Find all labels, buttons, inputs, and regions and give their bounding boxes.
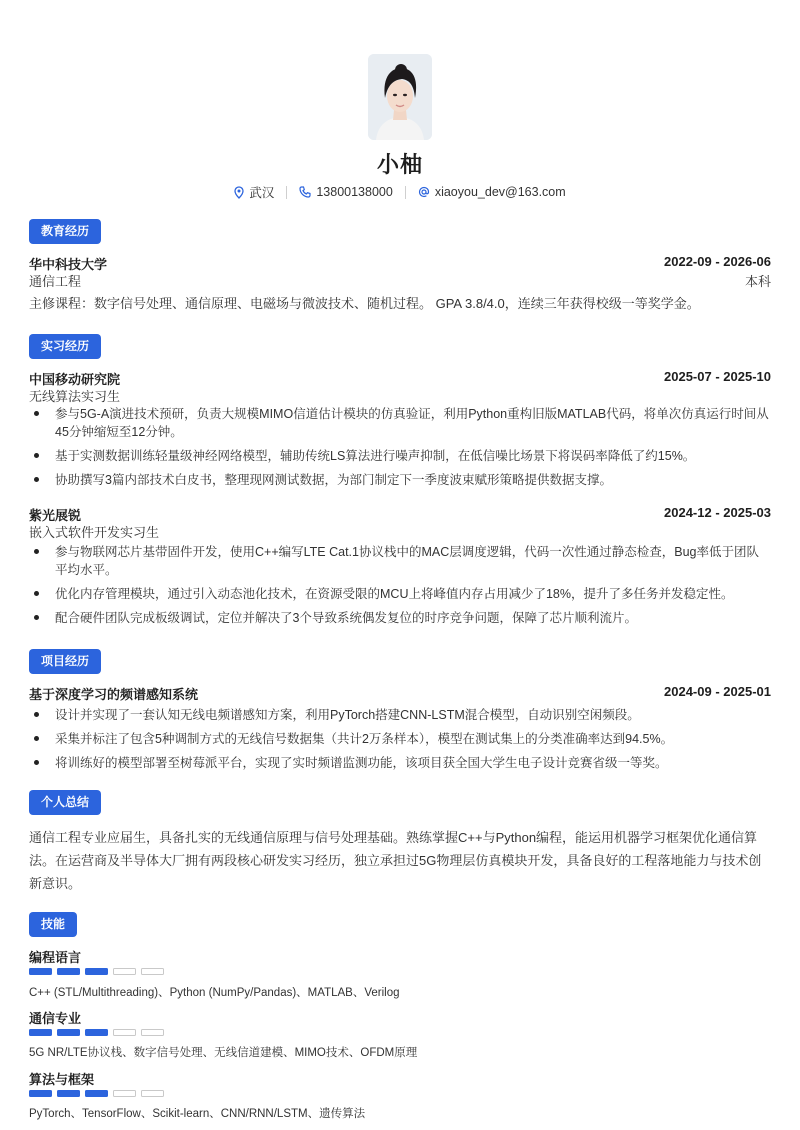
internship-role bbox=[29, 522, 771, 541]
project-header bbox=[29, 684, 771, 703]
profile-photo bbox=[368, 54, 432, 140]
section-internship-title: 实习经历 bbox=[29, 334, 101, 359]
candidate-name: 小柚 bbox=[376, 152, 423, 177]
degree-text: 本科 bbox=[744, 274, 771, 289]
company-name: 中国移动研究院 bbox=[29, 372, 121, 387]
phone-text: 13800138000 bbox=[316, 185, 393, 199]
skill-name: 算法与框架 bbox=[29, 1072, 95, 1087]
contact-row bbox=[0, 183, 800, 201]
city-text: 武汉 bbox=[249, 186, 275, 200]
contact-divider bbox=[405, 186, 406, 199]
skill-level-bar bbox=[29, 968, 164, 975]
list-item: 设计并实现了一套认知无线电频谱感知方案，利用PyTorch搭建CNN-LSTM混合模型，自动识别空闲频段。 bbox=[29, 706, 771, 724]
phone-icon bbox=[299, 186, 311, 198]
skill-level-segment bbox=[57, 1090, 80, 1097]
skill-level-segment bbox=[29, 1029, 52, 1036]
skill-level-bar bbox=[29, 1090, 164, 1097]
company-name: 紫光展锐 bbox=[29, 508, 82, 523]
skill-name: 通信专业 bbox=[29, 1011, 82, 1026]
skill-level-segment bbox=[113, 968, 136, 975]
contact-phone[interactable] bbox=[299, 185, 392, 199]
skill-level-bar bbox=[29, 1029, 164, 1036]
internship-bullets bbox=[29, 405, 771, 495]
list-item: 参与物联网芯片基带固件开发，使用C++编写LTE Cat.1协议栈中的MAC层调度逻辑，代码一次性通过静态检查，Bug率低于团队平均水平。 bbox=[29, 543, 771, 579]
internship-bullets bbox=[29, 543, 771, 633]
project-period: 2024-09 - 2025-01 bbox=[664, 684, 771, 699]
contact-city bbox=[234, 183, 274, 201]
list-item: 配合硬件团队完成板级调试，定位并解决了3个导致系统偶发复位的时序竞争问题，保障了芯片顺利流片。 bbox=[29, 609, 771, 627]
skill-level-segment bbox=[29, 1090, 52, 1097]
list-item: 优化内存管理模块，通过引入动态池化技术，在资源受限的MCU上将峰值内存占用减少了18%，提升了多任务并发稳定性。 bbox=[29, 585, 771, 603]
skill-level-segment bbox=[57, 1029, 80, 1036]
contact-divider bbox=[286, 186, 287, 199]
list-item: 协助撰写3篇内部技术白皮书，整理现网测试数据，为部门制定下一季度波束赋形策略提供数据支撑。 bbox=[29, 471, 771, 489]
email-text: xiaoyou_dev@163.com bbox=[434, 185, 566, 199]
skill-level-segment bbox=[29, 968, 52, 975]
skill-level-segment bbox=[141, 1090, 164, 1097]
role-text: 嵌入式软件开发实习生 bbox=[29, 525, 160, 540]
summary-text: 通信工程专业应届生，具备扎实的无线通信原理与信号处理基础。熟练掌握C++与Python编程，能运用机器学习框架优化通信算法。在运营商及半导体大厂拥有两段核心研发实习经历，独立承担过5G物理层仿真模块开发，具备良好的工程落地能力与技术创新意识。 bbox=[29, 830, 762, 891]
section-project-title: 项目经历 bbox=[29, 649, 101, 674]
skill-level-segment bbox=[85, 1029, 108, 1036]
contact-email[interactable] bbox=[418, 185, 566, 199]
skill-detail: C++ (STL/Multithreading)、Python (NumPy/Pandas)、MATLAB、Verilog bbox=[29, 987, 400, 999]
project-title: 基于深度学习的频谱感知系统 bbox=[29, 687, 199, 702]
at-sign-icon bbox=[418, 186, 430, 198]
education-period: 2022-09 - 2026-06 bbox=[664, 254, 771, 269]
skill-level-segment bbox=[141, 1029, 164, 1036]
section-skills-title: 技能 bbox=[29, 912, 77, 937]
location-pin-icon bbox=[234, 186, 244, 199]
list-item: 基于实测数据训练轻量级神经网络模型，辅助传统LS算法进行噪声抑制，在低信噪比场景下将误码率降低了约15%。 bbox=[29, 447, 771, 465]
skill-level-segment bbox=[141, 968, 164, 975]
list-item: 参与5G-A演进技术预研，负责大规模MIMO信道估计模块的仿真验证，利用Python重构旧版MATLAB代码，将单次仿真运行时间从45分钟缩短至12分钟。 bbox=[29, 405, 771, 441]
skill-name: 编程语言 bbox=[29, 950, 82, 965]
skill-level-segment bbox=[113, 1090, 136, 1097]
role-text: 无线算法实习生 bbox=[29, 389, 121, 404]
skill-detail: PyTorch、TensorFlow、Scikit-learn、CNN/RNN/LSTM、遗传算法 bbox=[29, 1108, 366, 1120]
internship-period: 2024-12 - 2025-03 bbox=[664, 505, 771, 520]
skill-detail: 5G NR/LTE协议栈、数字信号处理、无线信道建模、MIMO技术、OFDM原理 bbox=[29, 1047, 418, 1059]
list-item: 采集并标注了包含5种调制方式的无线信号数据集（共计2万条样本），模型在测试集上的分类准确率达到94.5%。 bbox=[29, 730, 771, 748]
education-subrow bbox=[29, 271, 771, 290]
skill-level-segment bbox=[57, 968, 80, 975]
section-education-title: 教育经历 bbox=[29, 219, 101, 244]
project-bullets bbox=[29, 706, 771, 778]
section-summary-title: 个人总结 bbox=[29, 790, 101, 815]
skill-level-segment bbox=[113, 1029, 136, 1036]
list-item: 将训练好的模型部署至树莓派平台，实现了实时频谱监测功能，该项目获全国大学生电子设计竞赛省级一等奖。 bbox=[29, 754, 771, 772]
internship-period: 2025-07 - 2025-10 bbox=[664, 369, 771, 384]
major-text: 通信工程 bbox=[29, 274, 82, 289]
skill-level-segment bbox=[85, 1090, 108, 1097]
education-description: 主修课程：数字信号处理、通信原理、电磁场与微波技术、随机过程。 GPA 3.8/4.0，连续三年获得校级一等奖学金。 bbox=[29, 296, 700, 311]
school-name: 华中科技大学 bbox=[29, 257, 108, 272]
internship-role bbox=[29, 386, 771, 405]
skill-level-segment bbox=[85, 968, 108, 975]
